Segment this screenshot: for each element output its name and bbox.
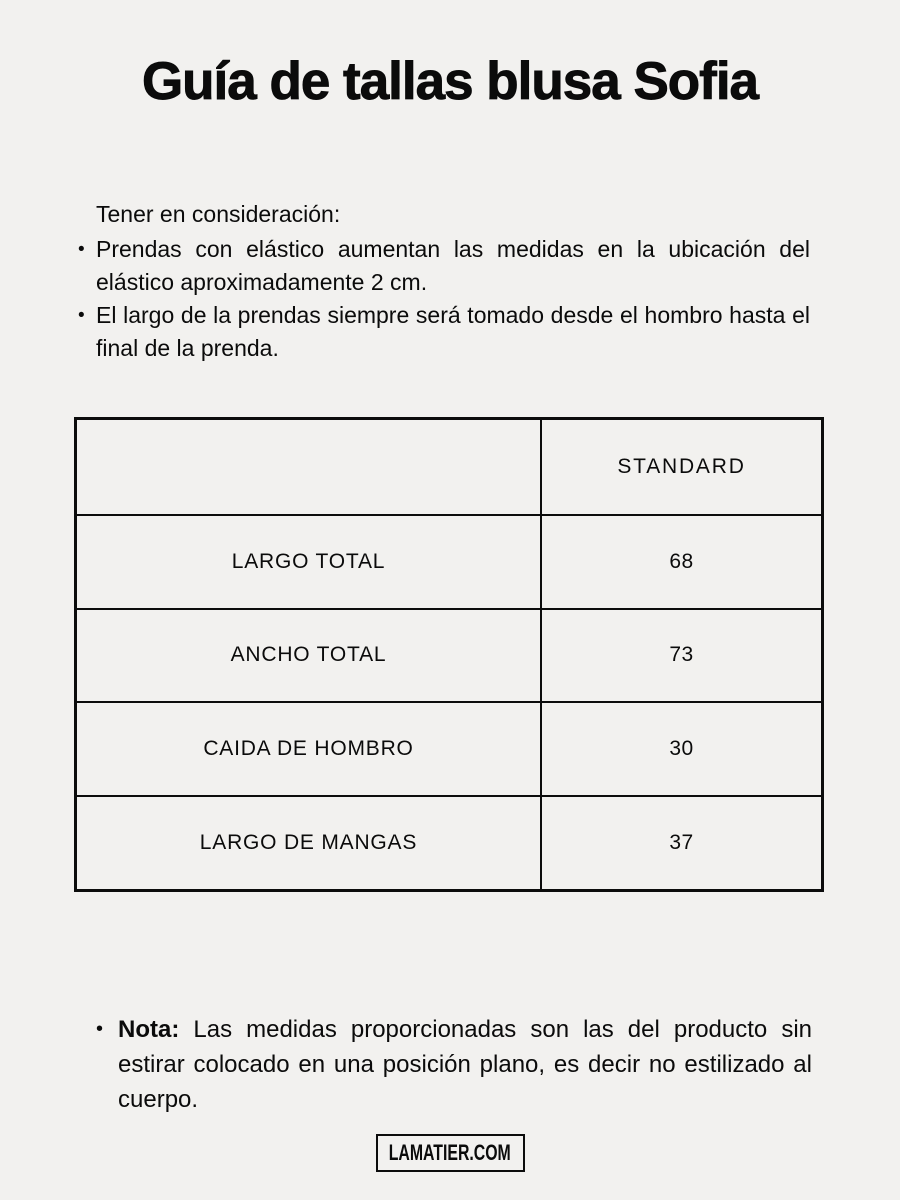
table-row-value-largo-total: 68 bbox=[542, 514, 821, 608]
table-row-label-caida-de-hombro: CAIDA DE HOMBRO bbox=[77, 701, 542, 795]
brand-text: LAMATIER.COM bbox=[388, 1140, 512, 1165]
table-row-value-ancho-total: 73 bbox=[542, 608, 821, 702]
table-corner-cell bbox=[77, 420, 542, 514]
table-row-value-caida-de-hombro: 30 bbox=[542, 701, 821, 795]
table-row-label-largo-total: LARGO TOTAL bbox=[77, 514, 542, 608]
page-title: Guía de tallas blusa Sofia bbox=[141, 52, 759, 111]
note-body: Las medidas proporcionadas son las del producto sin estirar colocado en una posición plano, es decir no estilizado al cuerpo. bbox=[118, 1016, 812, 1113]
size-table bbox=[74, 417, 824, 892]
bullet-icon: • bbox=[78, 305, 85, 326]
brand-badge bbox=[376, 1134, 525, 1172]
considerations-heading: Tener en consideración: bbox=[96, 201, 341, 227]
list-item-text: Prendas con elástico aumentan las medidas en la ubicación del elástico aproximadamente 2 cm. bbox=[96, 236, 810, 295]
bullet-icon: • bbox=[78, 239, 85, 260]
table-row-value-largo-de-mangas: 37 bbox=[542, 795, 821, 889]
table-row-label-largo-de-mangas: LARGO DE MANGAS bbox=[77, 795, 542, 889]
table-header-standard: STANDARD bbox=[617, 454, 746, 478]
note-label: Nota: bbox=[118, 1016, 180, 1043]
list-item-text: El largo de la prendas siempre será tomado desde el hombro hasta el final de la prenda. bbox=[96, 302, 810, 361]
list-item bbox=[78, 233, 810, 299]
bullet-icon: • bbox=[96, 1018, 104, 1040]
footer bbox=[0, 1134, 900, 1172]
considerations-section bbox=[78, 198, 810, 365]
table-row-label-ancho-total: ANCHO TOTAL bbox=[77, 608, 542, 702]
note-section bbox=[96, 1012, 812, 1117]
list-item bbox=[78, 299, 810, 365]
note-text bbox=[118, 1012, 812, 1117]
